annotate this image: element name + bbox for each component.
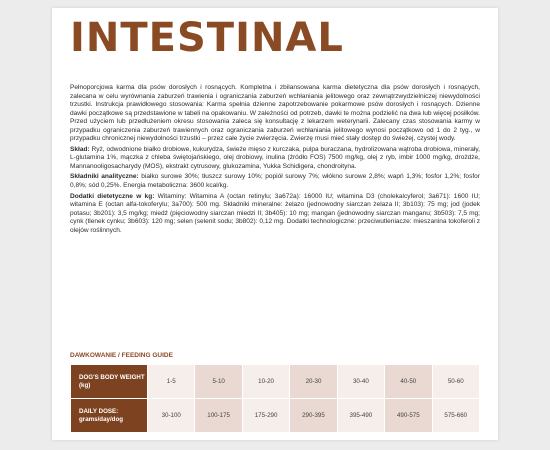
weight-cell: 20-30 — [290, 365, 337, 399]
composition-text: Ryż, odwodnione białko drobiowe, kukurydza, świeże mięso z kurczaka, pulpa buraczana, hydrolizowana wątroba drobiowa, minerały, L-glutamina 1%, mączka z chleba świętojańskiego, olej drobiowy, inulina (źródło FOS) 7500 mg/kg, olej z ryb, imbir 1000 mg/kg, drożdże, Mannanooligosacharydy (MOS), ekstrakt cytrusowy, glukozamina, Yukka Schidigera, chondroityna. — [70, 145, 480, 170]
product-title: INTESTINAL — [70, 15, 344, 61]
dose-cell: 100-175 — [195, 399, 242, 433]
table-row-dose — [71, 399, 480, 433]
composition-label: Skład: — [70, 145, 90, 153]
weight-cell: 40-50 — [385, 365, 432, 399]
dose-header: DAILY DOSE: grams/day/dog — [71, 399, 148, 433]
additives-text: Witaminy: Witamina A (octan retinylu; 3a672a): 16000 IU; witamina D3 (cholekalcyferol; 3a671): 1600 IU; witamina E (octan alfa-tokoferylu; 3a700): 500 mg. Składniki mineralne: żelazo (jednowodny siarczan żelaza II; 3b103): 75 mg; jod (jodek potasu; 3b201): 3,5 mg/kg; miedź (pięciowodny siarczan miedzi II; 3b405): 10 mg; mangan (jednowodny siarczan manganu; 3b503): 7,5 mg; cynk (tlenek cynku; 3b603): 120 mg; selen (selenit sodu; 3b802): 0,12 mg. Dodatki technologiczne: przeciwutleniacze: mieszanina tokoferoli z olejów roślinnych. — [70, 192, 480, 234]
weight-header: DOG'S BODY WEIGHT (kg) — [71, 365, 148, 399]
product-description — [70, 84, 480, 237]
dose-cell: 490-575 — [385, 399, 432, 433]
dose-cell: 175-290 — [242, 399, 289, 433]
weight-cell: 5-10 — [195, 365, 242, 399]
additives-paragraph — [70, 193, 480, 236]
weight-cell: 30-40 — [337, 365, 384, 399]
weight-cell: 10-20 — [242, 365, 289, 399]
composition-paragraph — [70, 146, 480, 172]
additives-label: Dodatki dietetyczne w kg: — [70, 192, 155, 200]
analytical-paragraph — [70, 173, 480, 190]
intro-paragraph: Pełnoporcjowa karma dla psów dorosłych i rosnących. Kompletna i zbilansowana karma dietetyczna dla psów dorosłych i rosnących, zalecana w celu wyrównania zaburzeń trawienia i ograniczania zaburzeń wchłaniania jelitowego oraz zewnątrzwydzielniczej niewydolności trzustki. Instrukcja prawidłowego stosowania: Karma spełnia dzienne zapotrzebowanie pokarmowe psów dorosłych i rosnących. Dzienne dawki początkowe są przedstawione w tabeli na opakowaniu. W zależności od potrzeb, dawki te można podzielić na dwa lub więcej posiłków. Przed użyciem lub przedłużeniem okresu stosowania zaleca się konsultację z lekarzem weterynarii. Zalecany czas stosowania karmy w przypadku ograniczenia zaburzeń trawiennych oraz ograniczania zaburzeń wchłaniania jelitowego wynosi początkowo od 1 do 2 tyg., w przypadku chronicznej niewydolności trzustki – przez całe życie zwierzęcia. Zwierzę musi mieć stały dostęp do świeżej, czystej wody. — [70, 84, 480, 143]
analytical-text: białko surowe 30%; tłuszcz surowy 10%; popiół surowy 7%; włókno surowe 2,8%; wapń 1,3%; fosfor 1,2%; fosfor 0,8%; sód 0,25%. Energia metaboliczna: 3600 kcal/kg. — [70, 173, 480, 190]
weight-cell: 50-60 — [432, 365, 479, 399]
table-row-weight — [71, 365, 480, 399]
dose-cell: 30-100 — [148, 399, 195, 433]
feeding-table — [70, 364, 480, 433]
feeding-guide-title: DAWKOWANIE / FEEDING GUIDE — [70, 352, 173, 359]
analytical-label: Składniki analityczne: — [70, 173, 139, 181]
dose-cell: 290-395 — [290, 399, 337, 433]
weight-cell: 1-5 — [148, 365, 195, 399]
dose-cell: 575-660 — [432, 399, 479, 433]
dose-cell: 395-490 — [337, 399, 384, 433]
